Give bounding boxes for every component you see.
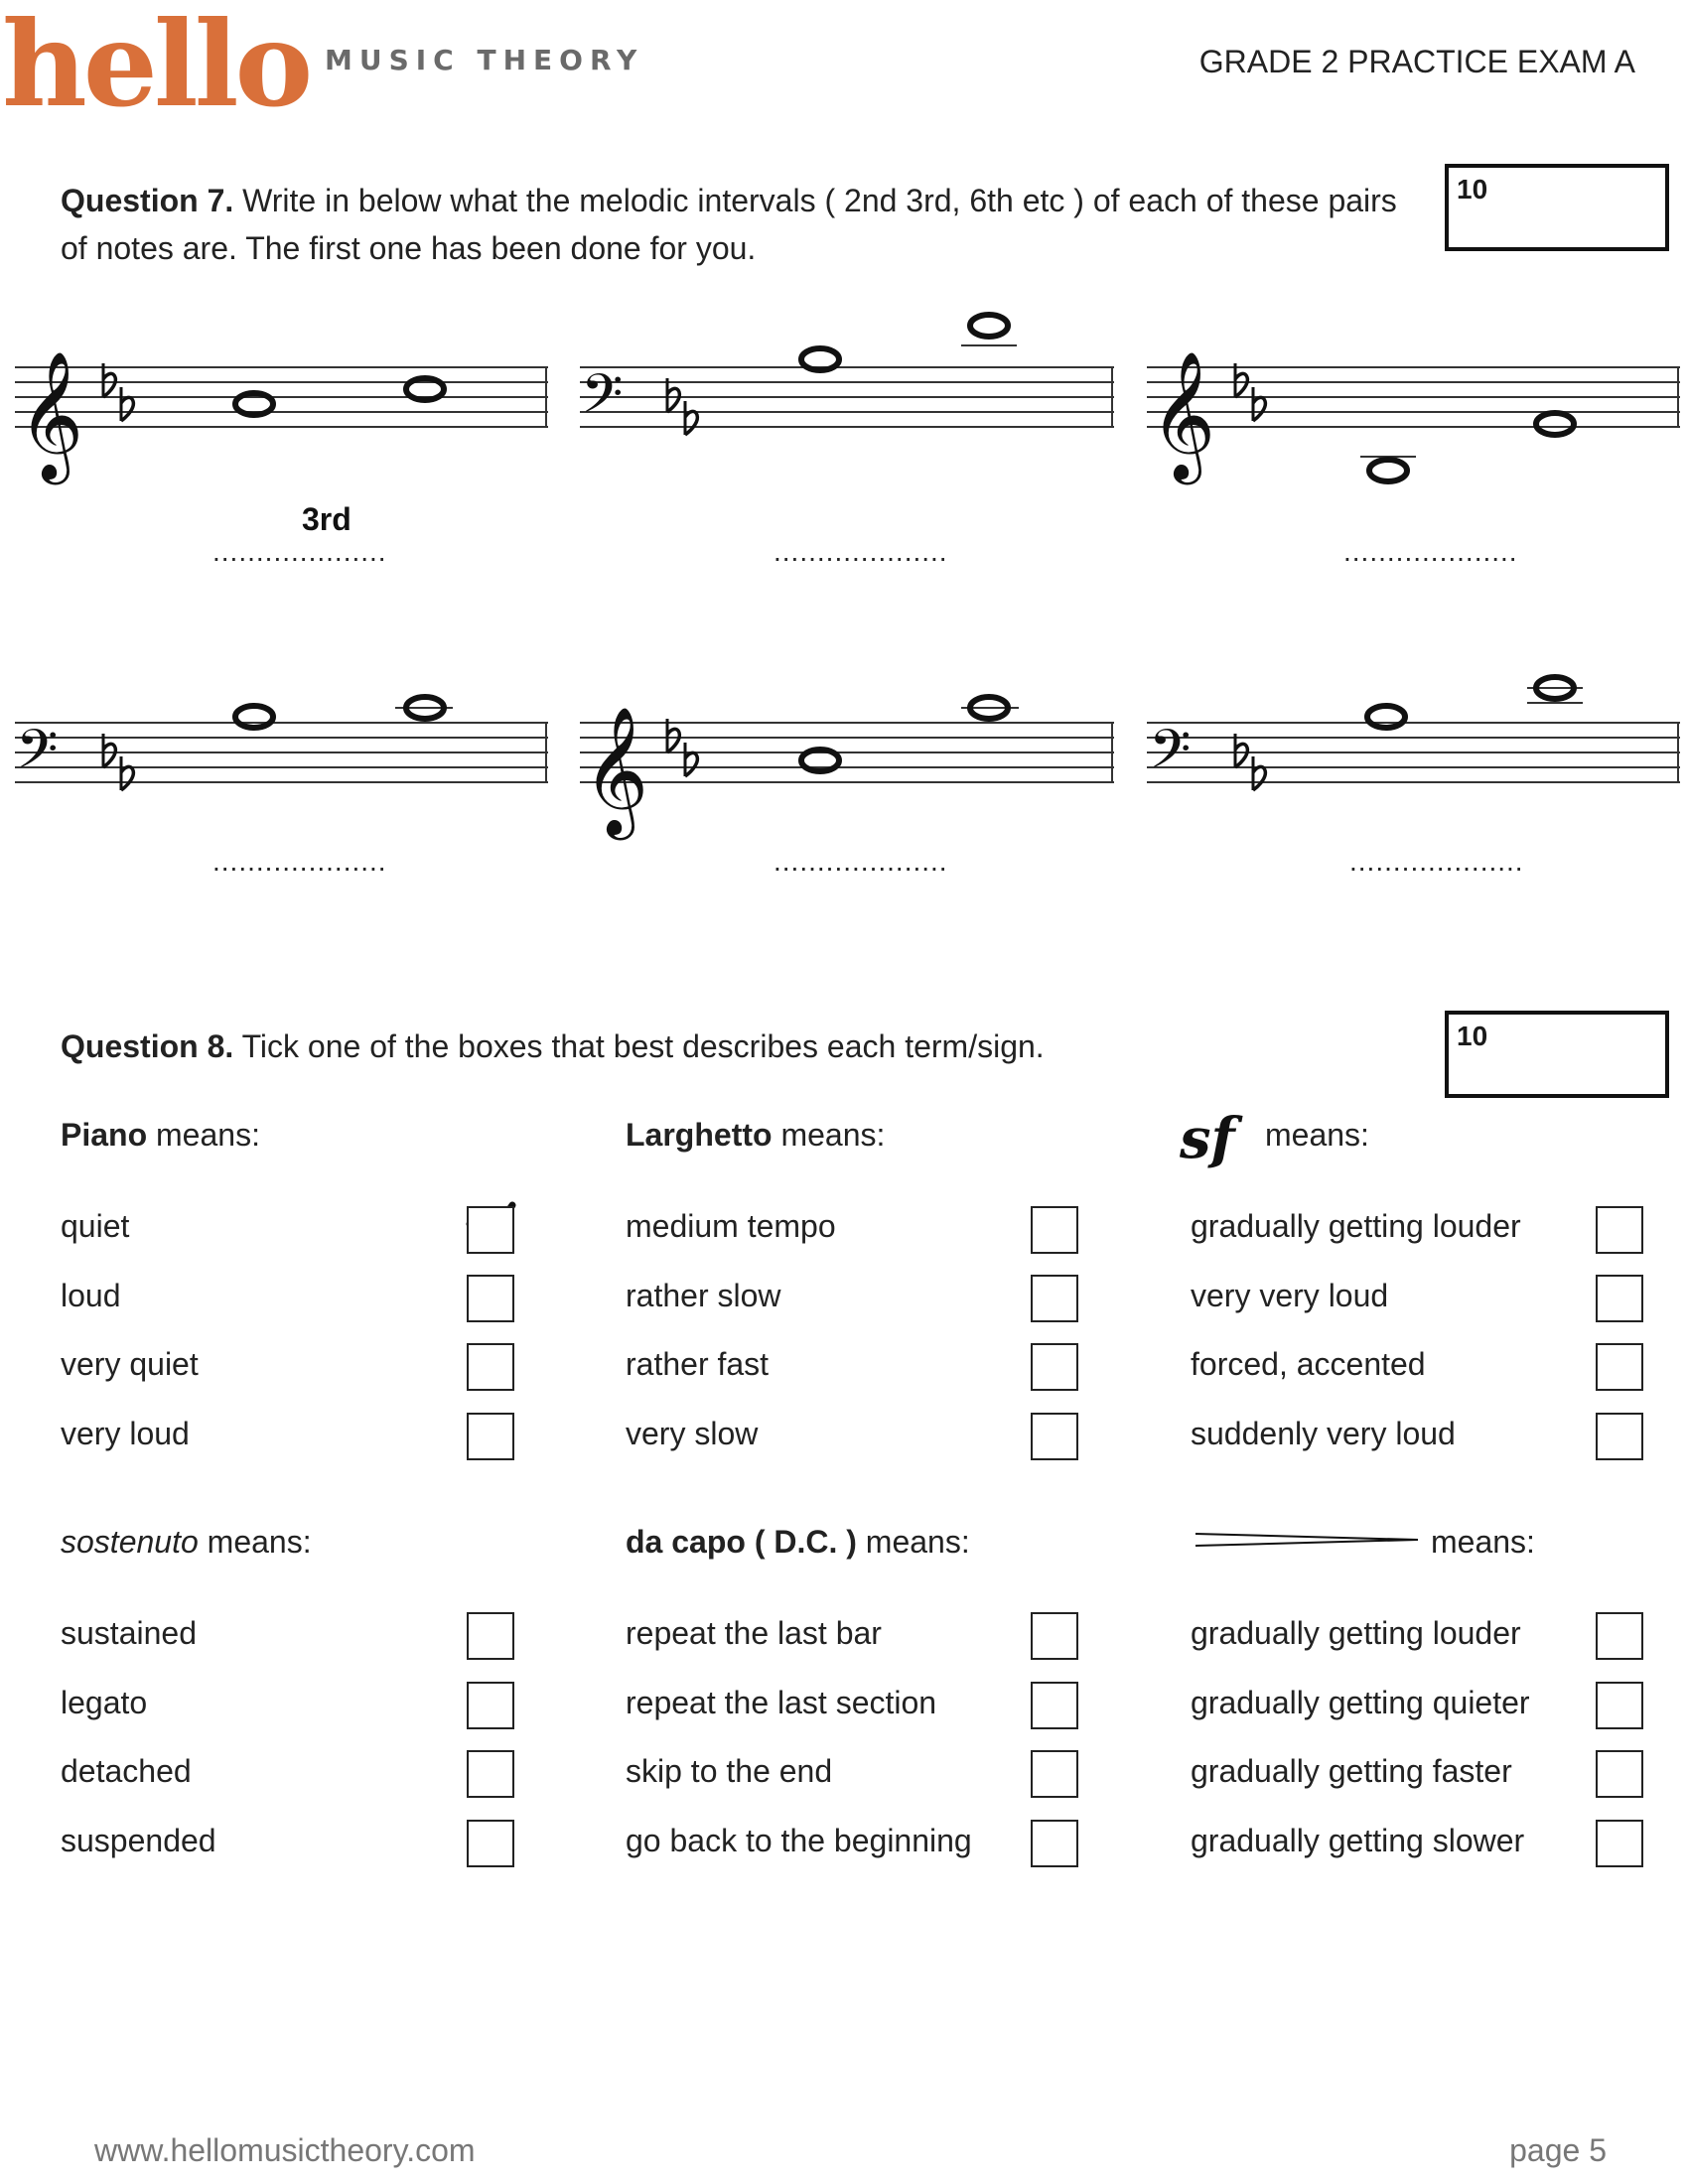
checkbox-loud[interactable]	[467, 1275, 514, 1322]
means-label: means:	[156, 1117, 260, 1153]
means-label: means:	[1431, 1524, 1535, 1560]
question-7-marks: 10	[1457, 174, 1488, 205]
checkbox-repeat-last-bar[interactable]	[1031, 1612, 1078, 1660]
question-7-label: Question 7.	[61, 183, 234, 218]
means-label: means:	[1265, 1117, 1369, 1153]
checkbox-suspended[interactable]	[467, 1820, 514, 1867]
question-8-prompt	[61, 1023, 1045, 1070]
checkbox-skip-to-end[interactable]	[1031, 1750, 1078, 1798]
logo-subtitle: MUSIC THEORY	[325, 44, 644, 76]
footer-url[interactable]: www.hellomusictheory.com	[94, 2132, 476, 2168]
term-piano: Piano	[61, 1117, 148, 1153]
term-larghetto: Larghetto	[626, 1117, 773, 1153]
treble-clef-icon: 𝄞	[1150, 350, 1216, 479]
checkbox-very-quiet[interactable]	[467, 1343, 514, 1391]
option-label: medium tempo	[626, 1208, 836, 1244]
checkbox-rather-fast[interactable]	[1031, 1343, 1078, 1391]
answer-2-blank[interactable]: ....................	[774, 536, 948, 567]
checkbox-repeat-last-section[interactable]	[1031, 1682, 1078, 1729]
flat-b-icon	[103, 363, 115, 397]
answer-6-blank[interactable]: ....................	[1349, 846, 1524, 877]
checkbox-sustained[interactable]	[467, 1612, 514, 1660]
page-number: page 5	[1509, 2132, 1607, 2168]
answer-3-blank[interactable]: ....................	[1343, 536, 1518, 567]
checkbox-legato[interactable]	[467, 1682, 514, 1729]
staff-4	[15, 697, 548, 794]
question-7-text: Write in below what the melodic intervals ( 2nd 3rd, 6th etc ) of each of these pairs of notes are. The first one has been done for you.	[61, 183, 1397, 266]
staff-3	[1147, 350, 1680, 485]
note-3b	[1536, 413, 1574, 435]
option-label: sustained	[61, 1615, 197, 1651]
option-label: gradually getting louder	[1191, 1208, 1521, 1244]
option-label: rather fast	[626, 1346, 770, 1382]
note-3a	[1369, 460, 1407, 481]
option-label: repeat the last bar	[626, 1615, 882, 1651]
option-label: detached	[61, 1753, 192, 1789]
staff-1	[15, 350, 548, 485]
option-label: rather slow	[626, 1278, 781, 1313]
checkbox-quiet[interactable]	[467, 1206, 514, 1254]
bass-clef-icon: 𝄢	[1149, 718, 1192, 794]
bass-clef-icon: 𝄢	[16, 718, 59, 794]
means-label: means:	[780, 1117, 886, 1153]
checkbox-very-slow[interactable]	[1031, 1413, 1078, 1460]
checkbox-rather-slow[interactable]	[1031, 1275, 1078, 1322]
checkbox-very-very-loud[interactable]	[1596, 1275, 1643, 1322]
note-2b	[970, 315, 1008, 337]
flat-b-icon	[103, 734, 115, 767]
logo-wordmark: hello	[2, 0, 310, 133]
diminuendo-hairpin-icon	[1196, 1534, 1418, 1546]
option-label: gradually getting louder	[1191, 1615, 1521, 1651]
flat-e-icon	[1253, 756, 1265, 790]
flat-b-icon	[1235, 363, 1247, 397]
note-4a	[235, 706, 273, 728]
flat-e-icon	[685, 401, 697, 435]
checkbox-getting-quieter[interactable]	[1596, 1682, 1643, 1729]
group-da-capo-heading	[626, 1524, 970, 1561]
option-label: quiet	[61, 1208, 130, 1244]
option-label: suddenly very loud	[1191, 1416, 1456, 1451]
checkbox-gradually-louder[interactable]	[1596, 1206, 1643, 1254]
question-8-label: Question 8.	[61, 1028, 234, 1064]
option-label: very quiet	[61, 1346, 199, 1382]
checkbox-suddenly-very-loud[interactable]	[1596, 1413, 1643, 1460]
option-label: skip to the end	[626, 1753, 833, 1789]
flat-e-icon	[121, 387, 133, 421]
note-6a	[1367, 706, 1405, 728]
answer-1-blank[interactable]: ....................	[212, 536, 387, 567]
flat-b-icon	[667, 719, 679, 752]
checkbox-getting-slower[interactable]	[1596, 1820, 1643, 1867]
group-sostenuto-heading	[61, 1524, 312, 1561]
option-label: repeat the last section	[626, 1685, 937, 1720]
checkbox-detached[interactable]	[467, 1750, 514, 1798]
bass-clef-icon: 𝄢	[581, 362, 624, 439]
treble-clef-icon: 𝄞	[583, 706, 649, 835]
option-label: go back to the beginning	[626, 1823, 972, 1858]
option-label: very slow	[626, 1416, 759, 1451]
flat-e-icon	[1253, 387, 1265, 421]
sforzando-symbol-icon: sf	[1180, 1106, 1235, 1171]
option-label: loud	[61, 1278, 121, 1313]
answer-1-value: 3rd	[302, 501, 352, 537]
flat-b-icon	[1235, 734, 1247, 767]
checkbox-getting-louder[interactable]	[1596, 1612, 1643, 1660]
checkbox-medium-tempo[interactable]	[1031, 1206, 1078, 1254]
means-label: means:	[865, 1524, 970, 1560]
staff-2	[580, 315, 1114, 439]
checkbox-go-back-to-beginning[interactable]	[1031, 1820, 1078, 1867]
term-da-capo: da capo ( D.C. )	[626, 1524, 857, 1560]
checkbox-forced-accented[interactable]	[1596, 1343, 1643, 1391]
question-8-marks: 10	[1457, 1021, 1488, 1051]
option-label: forced, accented	[1191, 1346, 1426, 1382]
flat-b-icon	[667, 378, 679, 412]
group-hairpin-heading	[1431, 1524, 1535, 1561]
staff-5	[580, 697, 1114, 841]
group-sf-heading	[1265, 1117, 1369, 1154]
answer-5-blank[interactable]: ....................	[774, 846, 948, 877]
means-label: means:	[207, 1524, 312, 1560]
checkbox-very-loud[interactable]	[467, 1413, 514, 1460]
option-label: legato	[61, 1685, 148, 1720]
group-piano-heading	[61, 1117, 260, 1154]
question-8-text: Tick one of the boxes that best describes each term/sign.	[241, 1028, 1045, 1064]
treble-clef-icon: 𝄞	[18, 350, 84, 479]
checkbox-getting-faster[interactable]	[1596, 1750, 1643, 1798]
flat-e-icon	[121, 756, 133, 790]
option-label: very loud	[61, 1416, 190, 1451]
staff-6	[1147, 677, 1680, 794]
exam-title: GRADE 2 PRACTICE EXAM A	[1198, 44, 1635, 79]
option-label: suspended	[61, 1823, 216, 1858]
flat-e-icon	[685, 743, 697, 776]
group-larghetto-heading	[626, 1117, 885, 1154]
option-label: gradually getting quieter	[1191, 1685, 1530, 1720]
question-8-marks-box[interactable]	[1445, 1011, 1669, 1098]
option-label: gradually getting slower	[1191, 1823, 1525, 1858]
option-label: very very loud	[1191, 1278, 1389, 1313]
answer-4-blank[interactable]: ....................	[212, 846, 387, 877]
term-sostenuto: sostenuto	[61, 1524, 199, 1560]
option-label: gradually getting faster	[1191, 1753, 1512, 1789]
